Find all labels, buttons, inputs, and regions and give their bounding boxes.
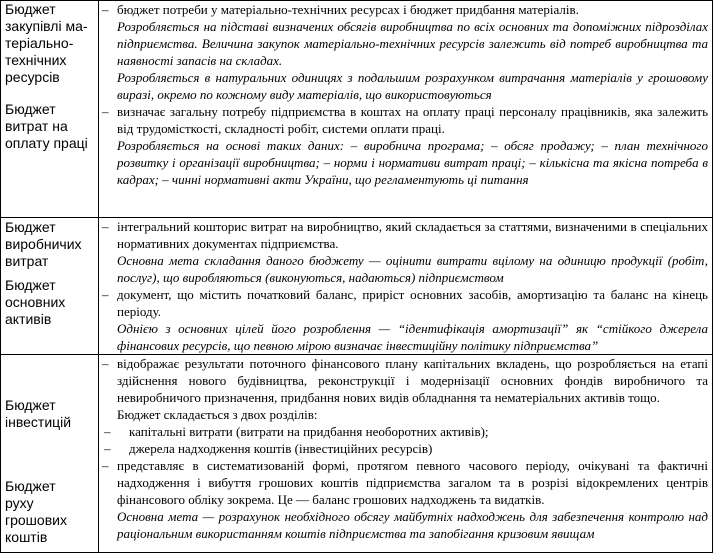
definition-paragraph: – бюджет потреби у матеріально-технічних ресурсах і бюджет придбання матеріалів. — [102, 2, 579, 17]
name-line: грошових — [5, 512, 67, 528]
row-description-cell — [99, 218, 713, 355]
italic-paragraph: Основна мета складання даного бюджету — оцінити витрати вцілому на одиницю продукції (робіт, послуг), що виробляються (виконуються, надаються) підприємством — [117, 253, 708, 285]
budget-name — [1, 277, 98, 328]
budget-name — [1, 478, 98, 546]
name-line: основних — [5, 294, 66, 310]
name-line: витрат на — [5, 118, 68, 134]
table-row — [1, 355, 713, 553]
name-line: Бюджет — [5, 101, 56, 117]
definition-paragraph: – відображає результати поточного фінансового плану капітальних вкладень, що розробляється на етапі здійснення нового будівництва, реконструкції і модернізації основних фондів виробничого та невиробничого призначення, придбання нових видів обладнання та нематеріальних активів тощо. — [102, 356, 708, 405]
plain-paragraph: Бюджет складається з двох розділів: — [117, 407, 318, 422]
italic-paragraph: Розробляється на підставі визначених обсягів виробництва по всіх основних та допоміжних підрозділах підприємства. Величина закупок матеріально-технічних ресурсів залежить від потреб виробництва та наявності запасів на складах. — [117, 19, 708, 68]
name-line: теріально- — [5, 35, 74, 51]
name-line: витрат — [5, 253, 49, 269]
budget-name — [1, 219, 98, 270]
name-line: Бюджет — [5, 277, 56, 293]
list-item: – джерела надходження коштів (інвестиційних ресурсів) — [104, 441, 433, 456]
row-name-cell — [1, 1, 99, 218]
name-line: Бюджет — [5, 1, 56, 17]
name-line: закупівлі ма- — [5, 18, 88, 34]
table-row — [1, 1, 713, 218]
italic-paragraph: Розробляється в натуральних одиницях з подальшим розрахунком витрачання матеріалів у грошовому виразі, окремо по кожному виду матеріалів, що використовуються — [117, 70, 708, 102]
name-line: оплату праці — [5, 135, 88, 151]
name-line: виробничих — [5, 236, 82, 252]
row-description-cell — [99, 1, 713, 218]
budget-description — [99, 1, 712, 188]
name-line: інвестицій — [5, 414, 72, 430]
budget-name — [1, 101, 98, 152]
italic-paragraph: Розробляється на основі таких даних: – виробнича програма; – обсяг продажу; – план технічного розвитку і організації виробництва; – норми і нормативи витрат праці; – кількісна та якісна потреба в кадрах; – чинні нормативні акти України, що регламентують ці питання — [117, 138, 708, 187]
italic-paragraph: Однією з основних цілей його розроблення — “ідентифікація амортизації” як “стійкого джерела фінансових ресурсів, що певною мірою визначає інвестиційну політику підприємства” — [117, 321, 708, 353]
name-line: руху — [5, 495, 34, 511]
definition-paragraph: – документ, що містить початковий баланс, приріст основних засобів, амортизацію та баланс на кінець періоду. — [102, 287, 708, 319]
definition-paragraph: – інтегральний кошторис витрат на виробництво, який складається за статтями, визначеними в спеціальних нормативних документах підприємства. — [102, 219, 708, 251]
list-item: – капітальні витрати (витрати на придбання необоротних активів); — [104, 424, 489, 439]
name-line: ресурсів — [5, 69, 60, 85]
name-line: Бюджет — [5, 219, 56, 235]
row-name-cell — [1, 355, 99, 553]
budget-name — [1, 1, 98, 86]
italic-paragraph: Основна мета — розрахунок необхідного обсягу майбутніх надходжень для забезпечення контролю над раціональним використанням коштів підприємства та запобігання кризовим явищам — [117, 509, 708, 541]
name-line: Бюджет — [5, 478, 56, 494]
name-line: коштів — [5, 529, 48, 545]
budget-name — [1, 397, 98, 431]
name-line: активів — [5, 311, 52, 327]
budget-description — [99, 218, 712, 354]
budget-description — [99, 355, 712, 542]
definition-paragraph: – представляє в систематизованій формі, протягом певного часового періоду, очікувані та фактичні надходження і вибуття грошових коштів підприємства загалом та в розрізі відокремлених центрів фінансового обліку зокрема. Це — баланс грошових надходжень та видатків. — [102, 458, 708, 507]
name-line: Бюджет — [5, 397, 56, 413]
name-line: технічних — [5, 52, 67, 68]
row-name-cell — [1, 218, 99, 355]
row-description-cell — [99, 355, 713, 553]
definition-paragraph: – визначає загальну потребу підприємства в коштах на оплату праці персоналу працівників, яка залежить від трудомісткості, складності робіт, системи оплати праці. — [102, 104, 708, 136]
table-row — [1, 218, 713, 355]
